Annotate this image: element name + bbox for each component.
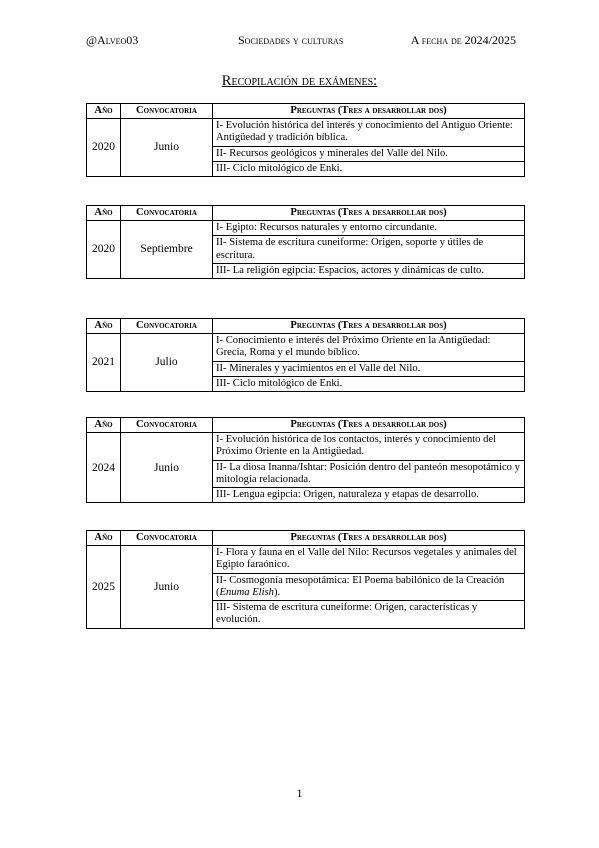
page-header <box>86 33 516 49</box>
col-year-header: Año <box>87 531 121 546</box>
col-questions-header: Preguntas (Tres a desarrollar dos) <box>213 531 525 546</box>
col-call-header: Convocatoria <box>121 206 213 221</box>
exam-year: 2020 <box>87 221 121 279</box>
question-3: III- Sistema de escritura cuneiforme: Origen, características y evolución. <box>213 601 525 629</box>
question-3: III- Ciclo mitológico de Enki. <box>213 161 525 176</box>
question-1: I- Conocimiento e interés del Próximo Oriente en la Antigüedad: Grecia, Roma y el mundo bíblico. <box>213 334 525 362</box>
header-author: @Alveo03 <box>86 33 139 47</box>
question-2: II- Minerales y yacimientos en el Valle del Nilo. <box>213 361 525 376</box>
table-row <box>87 334 525 362</box>
exam-table-2020-junio <box>86 103 525 177</box>
col-call-header: Convocatoria <box>121 104 213 119</box>
exam-call: Junio <box>121 546 213 629</box>
question-3: III- La religión egipcia: Espacios, actores y dinámicas de culto. <box>213 263 525 278</box>
col-year-header: Año <box>87 104 121 119</box>
exam-year: 2025 <box>87 546 121 629</box>
table-header-row <box>87 418 525 433</box>
question-3: III- Lengua egipcia: Origen, naturaleza y etapas de desarrollo. <box>213 488 525 503</box>
col-call-header: Convocatoria <box>121 418 213 433</box>
exam-call: Junio <box>121 119 213 177</box>
exam-call: Junio <box>121 433 213 503</box>
col-questions-header: Preguntas (Tres a desarrollar dos) <box>213 319 525 334</box>
exam-call: Julio <box>121 334 213 392</box>
exam-table-2024-junio <box>86 417 525 503</box>
col-questions-header: Preguntas (Tres a desarrollar dos) <box>213 206 525 221</box>
col-questions-header: Preguntas (Tres a desarrollar dos) <box>213 418 525 433</box>
page-number: 1 <box>296 786 303 800</box>
col-year-header: Año <box>87 418 121 433</box>
exam-year: 2021 <box>87 334 121 392</box>
col-call-header: Convocatoria <box>121 319 213 334</box>
table-header-row <box>87 206 525 221</box>
exam-table-2021-julio <box>86 318 525 392</box>
table-row <box>87 546 525 574</box>
exam-year: 2024 <box>87 433 121 503</box>
question-1: I- Evolución histórica del interés y conocimiento del Antiguo Oriente: Antigüedad y tradición bíblica. <box>213 119 525 147</box>
table-header-row <box>87 104 525 119</box>
col-call-header: Convocatoria <box>121 531 213 546</box>
table-row <box>87 221 525 236</box>
question-2 <box>213 573 525 601</box>
exam-table-2020-septiembre <box>86 205 525 279</box>
col-year-header: Año <box>87 319 121 334</box>
table-row <box>87 433 525 461</box>
question-1: I- Evolución histórica de los contactos, interés y conocimiento del Próximo Oriente en la Antigüedad. <box>213 433 525 461</box>
col-year-header: Año <box>87 206 121 221</box>
col-questions-header: Preguntas (Tres a desarrollar dos) <box>213 104 525 119</box>
page-title: Recopilación de exámenes: <box>221 73 378 89</box>
question-2: II- La diosa Inanna/Ishtar: Posición dentro del panteón mesopotámico y mitología relacionada. <box>213 460 525 488</box>
question-2-italic-title: Enuma Elish <box>219 586 274 598</box>
question-2: II- Recursos geológicos y minerales del Valle del Nilo. <box>213 146 525 161</box>
table-header-row <box>87 319 525 334</box>
question-2-end: ). <box>273 586 281 598</box>
question-2-text: II- Cosmogonía mesopotámica: El Poema babilónico de la Creación ( <box>216 574 505 598</box>
question-3: III- Ciclo mitológico de Enki. <box>213 376 525 391</box>
table-header-row <box>87 531 525 546</box>
question-1: I- Flora y fauna en el Valle del Nilo: Recursos vegetales y animales del Egipto faraónico. <box>213 546 525 574</box>
exam-table-2025-junio <box>86 530 525 629</box>
exam-call: Septiembre <box>121 221 213 279</box>
table-row <box>87 119 525 147</box>
question-2: II- Sistema de escritura cuneiforme: Origen, soporte y útiles de escritura. <box>213 236 525 264</box>
exam-year: 2020 <box>87 119 121 177</box>
question-1: I- Egipto: Recursos naturales y entorno circundante. <box>213 221 525 236</box>
header-course: Sociedades y culturas <box>238 33 344 47</box>
header-date: A fecha de 2024/2025 <box>410 33 516 47</box>
